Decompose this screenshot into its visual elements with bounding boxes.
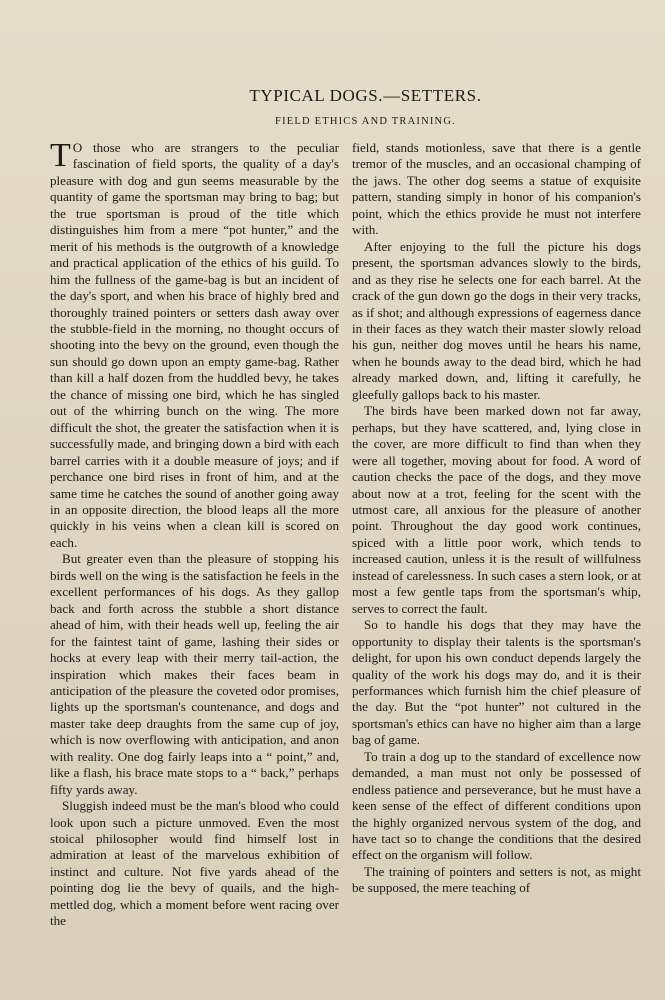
paragraph: [50, 137, 339, 551]
drop-cap: T: [50, 137, 71, 174]
paragraph: Sluggish indeed must be the man's blood who could look upon such a picture unmoved. Even the most stoical philosopher would find himself lost in admiration at least of the marvelous exhibition of instinct and culture. Not five yards ahead of the pointing dog lie the bevy of quails, and the high-mettled dog, which a moment before went racing over the: [50, 798, 339, 929]
paragraph: To train a dog up to the standard of excellence now demanded, a man must not only be possessed of endless patience and perseverance, but he must have a keen sense of the effect of different conditions upon the highly organized nervous system of the dog, and have tact so to change the conditions that the desired effect on the organism will follow.: [352, 748, 641, 863]
paragraph: But greater even than the pleasure of stopping his birds well on the wing is the satisfaction he feels in the excellent performances of his dogs. As they gallop back and forth across the stubble a short distance ahead of him, with their heads well up, feeling the air for the faintest taint of game, lashing their sides or hocks at every leap with their merry tail-action, the inspiration which makes their faces beam in anticipation of the pleasure the coveted odor promises, lights up the sportsman's countenance, and dogs and master take deep draughts from the same cup of joy, which is now overflowing with anticipation, and anon with reality. One dog fairly leaps into a “ point,” and, like a flash, his brace mate stops to a “ back,” perhaps fifty yards away.: [50, 551, 339, 797]
paragraph: The birds have been marked down not far away, perhaps, but they have scattered, and, lying close in the cover, are more difficult to find than when they were all together, moving about for food. A word of caution checks the pace of the dogs, and they move about now at a trot, feeling for the scent with the utmost care, all anxious for the pleasure of another point. Throughout the day good work continues, spiced with a little poor work, which tends to increased caution, unless it is the result of willfulness instead of carelessness. In such cases a stern look, or at most a few gentle taps from the sportsman's whip, serves to correct the fault.: [352, 403, 641, 616]
paragraph-text: O those who are strangers to the peculiar fascination of field sports, the quality of a day's pleasure with dog and gun seems measurable by the quantity of game the sportsman may bring to bag; but the true sportsman is proud of the title which distinguishes him from a mere “pot hunter,” and the merit of his methods is the outgrowth of a knowledge and practical application of the ethics of his guild. To him the fullness of the game-bag is but an incident of the day's sport, and when his brace of highly bred and thoroughly trained pointers or setters dash away over the stubble-field in the morning, no thought occurs of shooting into the bevy on the ground, even though the sun should go down upon an empty game-bag. Rather than kill a half dozen from the huddled bevy, he takes the chance of missing one bird, which he has singled out of the whirring bunch on the wing. The more difficult the shot, the greater the satisfaction when it is successfully made, and bringing down a bird with each barrel carries with it a double measure of joys; and if perchance one bird rises in front of him, and at the same time he catches the sound of another going away in an opposite direction, the blood leaps all the more quickly in his veins when a clean kill is scored on each.: [50, 140, 339, 550]
paragraph: So to handle his dogs that they may have the opportunity to display their talents is the sportsman's delight, for upon his own conduct depends largely the quality of the work his dogs may do, and it is their performances which furnish him the chief pleasure of the day. But the “pot hunter” not cultured in the sportsman's ethics can have no higher aim than a large bag of game.: [352, 617, 641, 748]
article-subtitle: FIELD ETHICS AND TRAINING.: [275, 116, 456, 127]
right-column: [352, 140, 641, 930]
left-column: [50, 137, 339, 930]
text-columns: [50, 137, 641, 930]
article-title: TYPICAL DOGS.—SETTERS.: [249, 86, 482, 105]
paragraph: field, stands motionless, save that there is a gentle tremor of the muscles, and an occasional champing of the jaws. The other dog seems a statue of exquisite pattern, standing simply in honor of his companion's point, which the ethics provide he must not interfere with.: [352, 140, 641, 238]
paragraph: The training of pointers and setters is not, as might be supposed, the mere teaching of: [352, 863, 641, 896]
paragraph: After enjoying to the full the picture his dogs present, the sportsman advances slowly to the birds, and as they rise he selects one for each barrel. At the crack of the gun down go the dogs in their very tracks, as if shot; and although expressions of eagerness dance in their faces as they watch their master slowly reload his gun, neither dog moves until he hears his name, when he bounds away to the dead bird, which he had already marked down, and, lifting it carefully, he gleefully gallops back to his master.: [352, 238, 641, 402]
